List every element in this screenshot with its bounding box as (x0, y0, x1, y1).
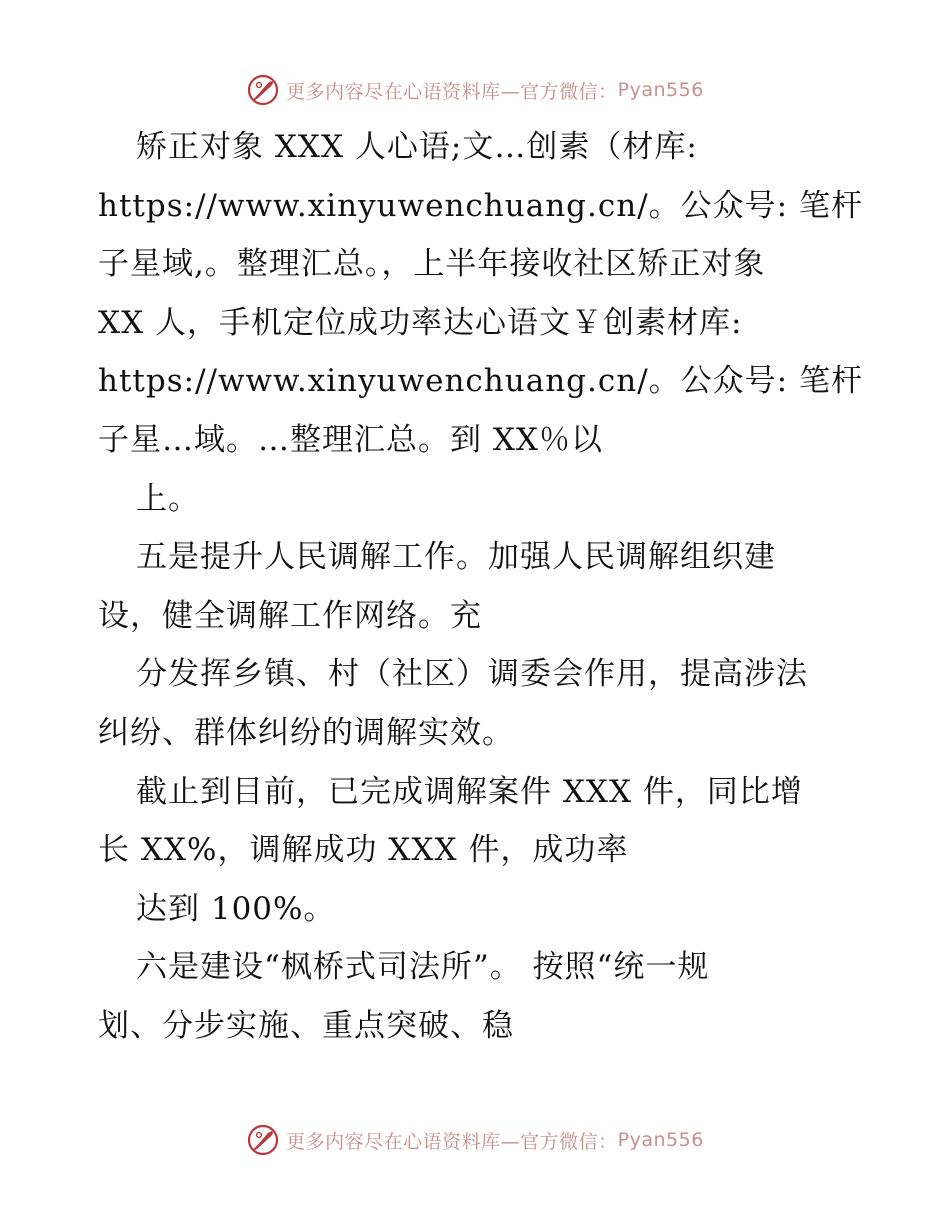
banner-text: 更多内容尽在心语资料库—官方微信： (286, 80, 618, 103)
body-line: XX 人，手机定位成功率达心语文￥创素材库: (98, 304, 743, 341)
wechat-id: Pyan556 (617, 79, 704, 101)
wechat-id: Pyan556 (617, 1129, 704, 1151)
body-line: 长 XX%，调解成功 XXX 件，成功率 (98, 832, 629, 869)
banner-text: 更多内容尽在心语资料库—官方微信： (286, 1130, 618, 1153)
body-line: 六是建设“枫桥式司法所”。 按照“统一规 (136, 949, 710, 986)
body-line: 达到 100%。 (136, 890, 336, 927)
quill-pen-logo-icon (246, 73, 280, 107)
body-line: 纠纷、群体纠纷的调解实效。 (98, 714, 514, 751)
footer-banner (0, 1120, 950, 1160)
body-line: 矫正对象 XXX 人心语;文…创素（材库: (136, 129, 698, 165)
body-line: 分发挥乡镇、村（社区）调委会作用，提高涉法 (136, 656, 808, 693)
body-line: 截止到目前，已完成调解案件 XXX 件，同比增 (136, 773, 803, 810)
document-body (98, 118, 868, 1056)
body-line: 子星…域。…整理汇总。到 XX％以 (98, 421, 603, 458)
header-banner (0, 70, 950, 110)
body-line: https://www.xinyuwenchuang.cn/。公众号: 笔杆 (98, 363, 863, 400)
body-line: 子星域,。整理汇总。，上半年接收社区矫正对象 (98, 246, 766, 283)
body-line: 五是提升人民调解工作。加强人民调解组织建 (136, 539, 776, 576)
body-line: 设，健全调解工作网络。充 (98, 597, 482, 634)
body-line: https://www.xinyuwenchuang.cn/。公众号: 笔杆 (98, 187, 863, 224)
quill-pen-logo-icon (246, 1123, 280, 1157)
body-line: 划、分步实施、重点突破、稳 (98, 1007, 514, 1044)
body-line: 上。 (136, 480, 200, 517)
